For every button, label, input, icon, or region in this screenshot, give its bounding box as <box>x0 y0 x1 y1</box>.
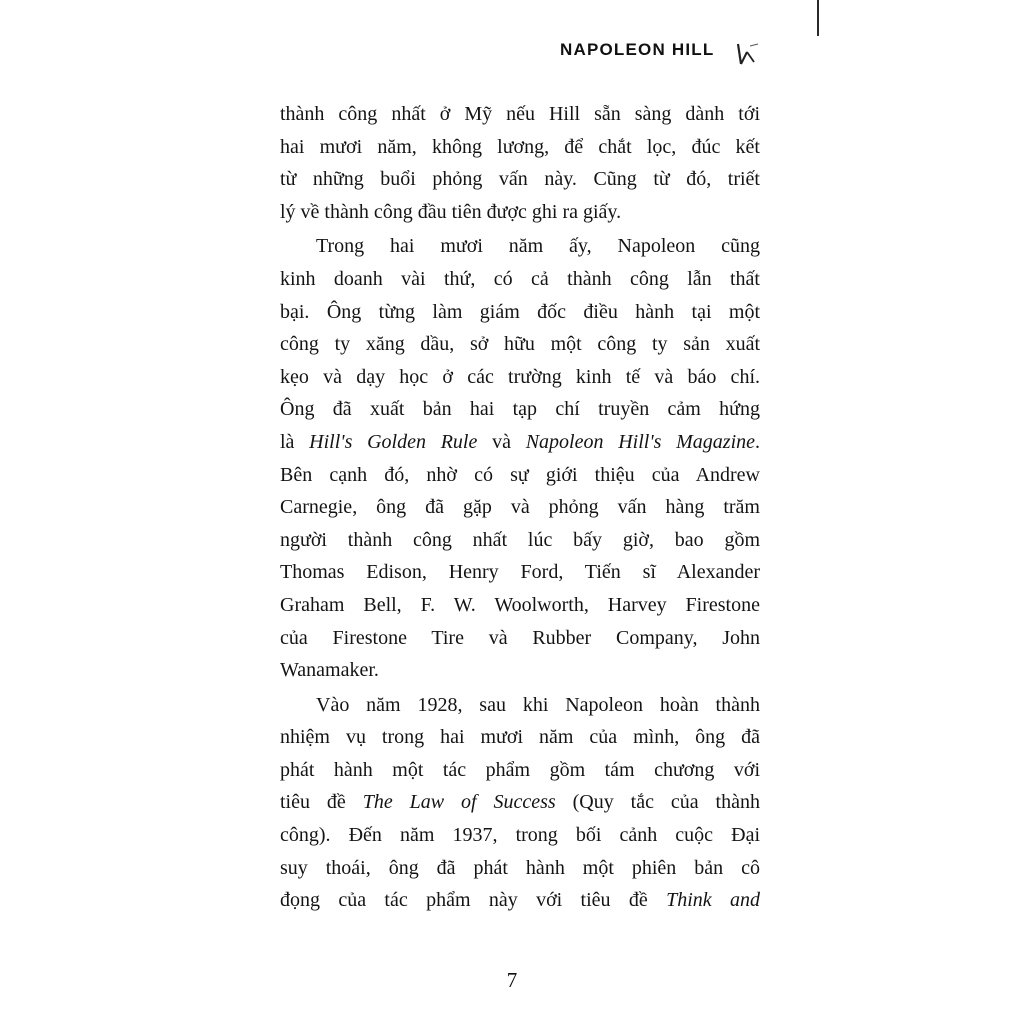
paragraph <box>280 230 760 686</box>
magazine-title: Napoleon Hill's Magazine <box>525 430 755 453</box>
text-line-with-italics <box>280 884 760 917</box>
text-line: hai mươi năm, không lương, để chắt lọc, đúc kết <box>280 135 760 158</box>
text-line: Thomas Edison, Henry Ford, Tiến sĩ Alexander <box>280 561 760 584</box>
magazine-title: Hill's Golden Rule <box>309 430 478 453</box>
text-line: của Firestone Tire và Rubber Company, John <box>280 626 760 649</box>
text-segment: đọng của tác phẩm này với tiêu đề <box>280 889 667 912</box>
text-line: từ những buổi phỏng vấn này. Cũng từ đó, triết <box>280 168 760 191</box>
text-line: Vào năm 1928, sau khi Napoleon hoàn thành <box>316 693 760 716</box>
text-line: kẹo và dạy học ở các trường kinh tế và báo chí. <box>280 365 760 388</box>
book-title: Think and <box>666 889 761 912</box>
text-segment: . <box>755 430 760 453</box>
text-line: suy thoái, ông đã phát hành một phiên bản cô <box>280 856 760 879</box>
text-line: thành công nhất ở Mỹ nếu Hill sẵn sàng dành tới <box>280 103 760 125</box>
text-line: Trong hai mươi năm ấy, Napoleon cũng <box>316 235 760 258</box>
paragraph <box>280 98 760 228</box>
text-line: nhiệm vụ trong hai mươi năm của mình, ông đã <box>280 726 760 749</box>
text-line: lý về thành công đầu tiên được ghi ra giấy. <box>280 200 622 223</box>
text-line: người thành công nhất lúc bấy giờ, bao gồm <box>280 528 760 551</box>
text-segment: tiêu đề <box>280 791 363 814</box>
page-number: 7 <box>506 968 518 992</box>
text-segment: và <box>477 430 526 453</box>
text-line: Graham Bell, F. W. Woolworth, Harvey Firestone <box>280 593 760 616</box>
book-title: The Law of Success <box>362 791 556 814</box>
text-line: Ông đã xuất bản hai tạp chí truyền cảm hứng <box>280 398 760 421</box>
text-line-with-italics <box>280 426 760 459</box>
text-line: công). Đến năm 1937, trong bối cảnh cuộc Đại <box>280 824 760 847</box>
text-line: Wanamaker. <box>280 659 379 682</box>
corner-mark-icon <box>732 42 760 66</box>
body-text <box>280 98 760 917</box>
text-line: Bên cạnh đó, nhờ có sự giới thiệu của Andrew <box>280 463 760 486</box>
text-line: kinh doanh vài thứ, có cả thành công lẫn thất <box>280 267 760 290</box>
running-head: NAPOLEON HILL <box>560 40 715 59</box>
text-segment: là <box>280 430 310 453</box>
text-line: bại. Ông từng làm giám đốc điều hành tại một <box>280 300 760 323</box>
text-segment: (Quy tắc của thành <box>555 791 760 814</box>
text-line: phát hành một tác phẩm gồm tám chương với <box>280 758 760 781</box>
text-line: công ty xăng dầu, sở hữu một công ty sản xuất <box>280 333 760 356</box>
paragraph <box>280 689 760 917</box>
text-line: Carnegie, ông đã gặp và phỏng vấn hàng trăm <box>280 496 760 519</box>
text-line-with-italics <box>280 786 760 819</box>
page-edge-line <box>817 0 819 36</box>
